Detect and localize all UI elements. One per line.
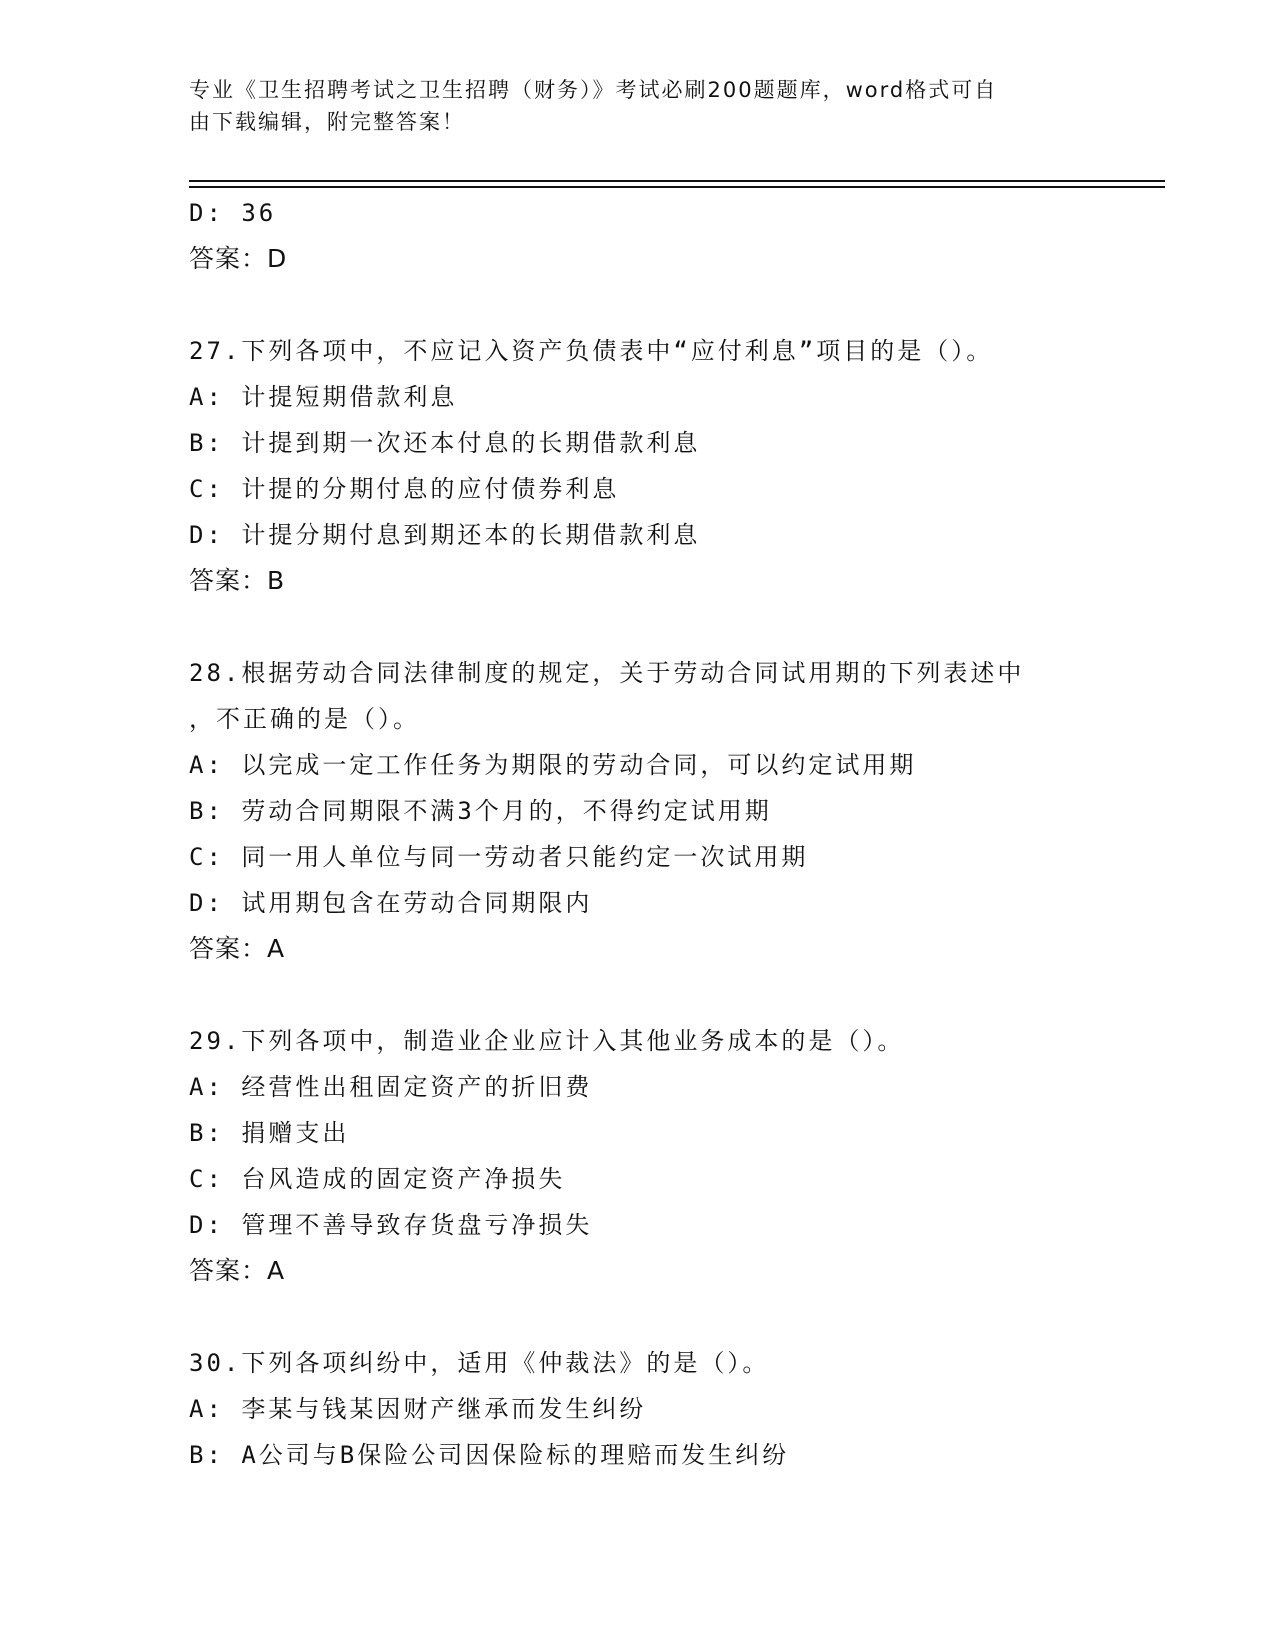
- document-header: [189, 74, 1089, 138]
- spacer: [189, 972, 1149, 1018]
- header-divider-top: [189, 180, 1165, 182]
- question-list: [189, 190, 1149, 1478]
- previous-question-tail: [189, 190, 1149, 282]
- option-d: D: 计提分期付息到期还本的长期借款利息: [189, 521, 701, 549]
- option-b: B: 劳动合同期限不满3个月的，不得约定试用期: [189, 797, 772, 825]
- answer-label: 答案：B: [189, 566, 286, 595]
- option-d: D: 管理不善导致存货盘亏净损失: [189, 1211, 593, 1239]
- spacer: [189, 604, 1149, 650]
- spacer: [189, 282, 1149, 328]
- question-27: [189, 328, 1149, 604]
- option-a: A: 以完成一定工作任务为期限的劳动合同，可以约定试用期: [189, 751, 917, 779]
- option-b: B: 计提到期一次还本付息的长期借款利息: [189, 429, 701, 457]
- question-stem: 29.下列各项中，制造业企业应计入其他业务成本的是（）。: [189, 1027, 905, 1055]
- option-a: A: 计提短期借款利息: [189, 383, 458, 411]
- option-b: B: A公司与B保险公司因保险标的理赔而发生纠纷: [189, 1441, 790, 1469]
- answer-label: 答案：D: [189, 244, 288, 273]
- header-line-2: 由下载编辑，附完整答案！: [189, 110, 465, 134]
- question-stem: 27.下列各项中，不应记入资产负债表中“应付利息”项目的是（）。: [189, 337, 994, 365]
- header-divider-bottom: [189, 186, 1165, 188]
- question-stem-continued: ，不正确的是（）。: [189, 705, 420, 733]
- question-29: [189, 1018, 1149, 1294]
- option-c: C: 同一用人单位与同一劳动者只能约定一次试用期: [189, 843, 809, 871]
- option-d: D: 36: [189, 199, 277, 227]
- answer-label: 答案：A: [189, 934, 286, 963]
- option-a: A: 李某与钱某因财产继承而发生纠纷: [189, 1395, 647, 1423]
- question-28: [189, 650, 1149, 972]
- header-line-1: 专业《卫生招聘考试之卫生招聘（财务）》考试必刷200题题库，word格式可自: [189, 78, 998, 102]
- option-c: C: 计提的分期付息的应付债券利息: [189, 475, 620, 503]
- option-d: D: 试用期包含在劳动合同期限内: [189, 889, 593, 917]
- option-c: C: 台风造成的固定资产净损失: [189, 1165, 566, 1193]
- answer-label: 答案：A: [189, 1256, 286, 1285]
- question-stem: 28.根据劳动合同法律制度的规定，关于劳动合同试用期的下列表述中: [189, 659, 1025, 687]
- option-a: A: 经营性出租固定资产的折旧费: [189, 1073, 593, 1101]
- question-stem: 30.下列各项纠纷中，适用《仲裁法》的是（）。: [189, 1349, 770, 1377]
- question-30: [189, 1340, 1149, 1478]
- spacer: [189, 1294, 1149, 1340]
- option-b: B: 捐赠支出: [189, 1119, 350, 1147]
